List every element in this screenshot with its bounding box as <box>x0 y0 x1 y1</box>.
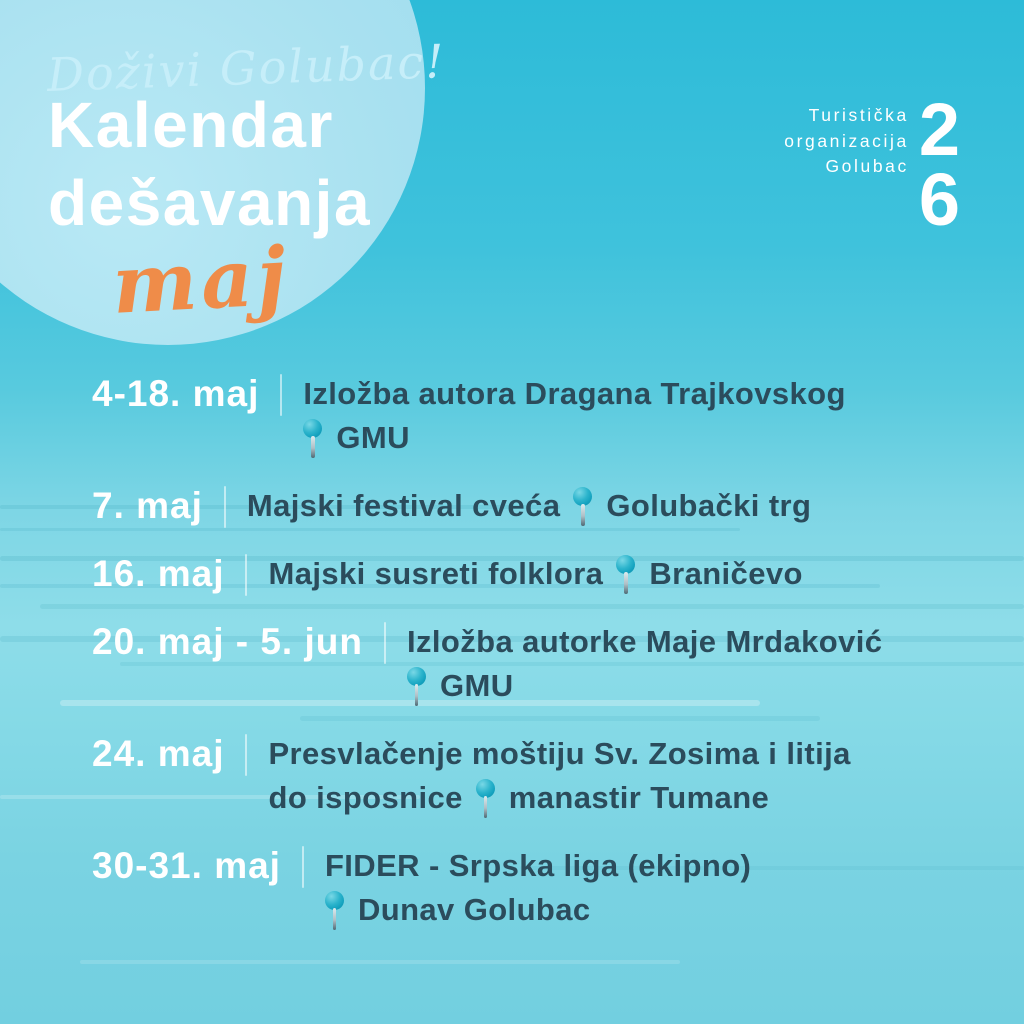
event-divider <box>302 846 304 888</box>
month-label: maj <box>110 228 293 332</box>
brand-tagline: Doživi Golubac! <box>46 34 447 102</box>
event-divider <box>224 486 226 528</box>
event-row <box>92 844 996 932</box>
event-text: Dunav Golubac <box>357 892 591 927</box>
event-row <box>92 552 996 596</box>
event-row <box>92 732 996 820</box>
event-date: 4-18. maj <box>92 373 260 414</box>
event-date: 30-31. maj <box>92 845 281 886</box>
organization-name-line2: organizacija <box>784 130 909 151</box>
water-streak <box>80 960 680 964</box>
event-description <box>407 620 882 708</box>
organization-block <box>784 88 960 241</box>
poster-title-line2: dešavanja <box>48 167 372 239</box>
location-pin-icon <box>573 487 593 527</box>
event-text: GMU <box>336 420 410 455</box>
events-list <box>92 372 996 932</box>
poster-title-line1: Kalendar <box>48 89 334 161</box>
organization-name-line3: Golubac <box>825 156 909 176</box>
event-divider <box>280 374 282 416</box>
organization-number-bottom: 6 <box>918 158 960 241</box>
event-description <box>325 844 751 932</box>
organization-name-line1: Turistička <box>808 105 909 125</box>
event-text: Izložba autora Dragana Trajkovskog <box>303 376 846 411</box>
event-text: do isposnice <box>268 780 463 815</box>
location-pin-icon <box>407 667 427 707</box>
location-pin-icon <box>476 779 496 819</box>
event-date: 20. maj - 5. jun <box>92 621 363 662</box>
event-row <box>92 484 996 528</box>
location-pin-icon <box>303 419 323 459</box>
event-divider <box>245 734 247 776</box>
event-date: 7. maj <box>92 485 203 526</box>
event-date: 16. maj <box>92 553 225 594</box>
organization-number-logo <box>918 88 960 241</box>
event-text: Majski festival cveća <box>246 488 561 523</box>
event-text: Braničevo <box>649 556 803 591</box>
event-description <box>268 732 850 820</box>
poster-title <box>48 86 447 242</box>
event-description <box>268 552 802 596</box>
event-text: Majski susreti folklora <box>268 556 604 591</box>
event-description <box>303 372 845 460</box>
event-text: Presvlačenje moštiju Sv. Zosima i litija <box>268 736 851 771</box>
organization-name <box>784 103 909 180</box>
event-date: 24. maj <box>92 733 225 774</box>
header-title-block <box>46 34 447 332</box>
event-text: Golubački trg <box>606 488 812 523</box>
event-row <box>92 372 996 460</box>
event-row <box>92 620 996 708</box>
event-divider <box>245 554 247 596</box>
event-text: Izložba autorke Maje Mrdaković <box>406 624 883 659</box>
event-divider <box>384 622 386 664</box>
location-pin-icon <box>616 555 636 595</box>
location-pin-icon <box>325 891 345 931</box>
organization-number-top: 2 <box>918 88 960 171</box>
event-text: manastir Tumane <box>508 780 770 815</box>
event-text: GMU <box>439 668 514 703</box>
event-text: FIDER - Srpska liga (ekipno) <box>324 848 752 883</box>
event-description <box>247 484 811 528</box>
